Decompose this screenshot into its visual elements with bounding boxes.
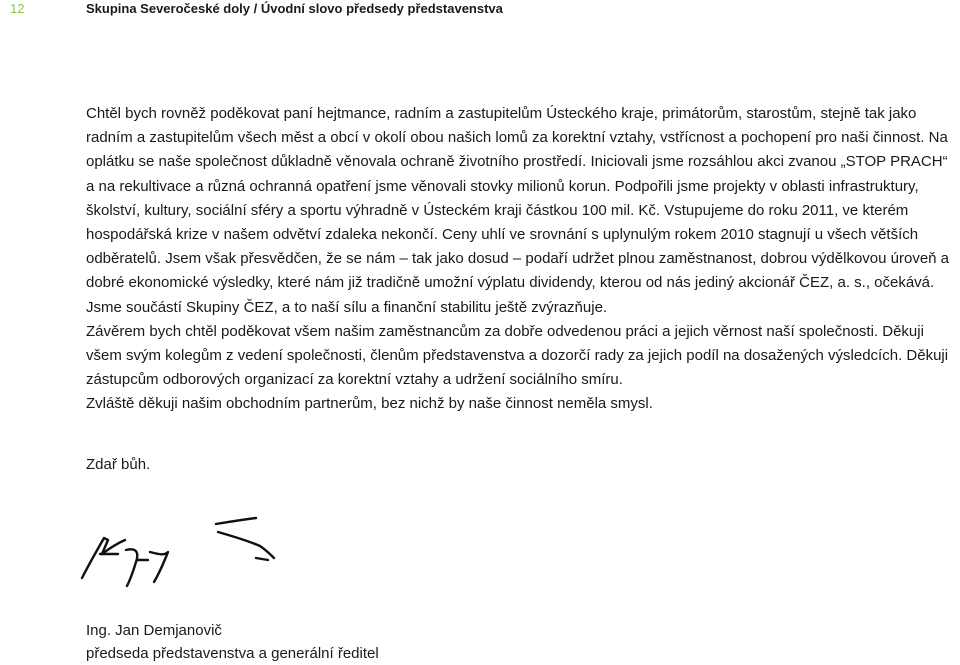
page-number: 12 <box>10 1 25 16</box>
handwritten-signature <box>78 510 288 590</box>
greeting: Zdař bůh. <box>86 456 151 473</box>
signer-role: předseda představenstva a generální ředitel <box>86 645 379 662</box>
paragraph-1: Chtěl bych rovněž poděkovat paní hejtmance, radním a zastupitelům Ústeckého kraje, primátorům, starostům, stejně tak jako radním a zastupitelům všech měst a obcí v okolí obou našich lomů za korektní vztahy, vstřícnost a pochopení pro naši činnost. Na oplátku se naše společnost důkladně věnovala ochraně životního prostředí. Iniciovali jsme rozsáhlou akci zvanou „STOP PRACH“ a na rekultivace a různá ochranná opatření jsme věnovali stovky milionů korun. Podpořili jsme projekty v oblasti infrastruktury, školství, kultury, sociální sféry a sportu výhradně v Ústeckém kraji částkou 100 mil. Kč. Vstupujeme do roku 2011, ve kterém hospodářská krize v našem odvětví zdaleka nekončí. Ceny uhlí ve srovnání s uplynulým rokem 2010 stagnují u všech větších odběratelů. Jsem však přesvědčen, že se nám – tak jako dosud – podaří udržet plnou zaměstnanost, dobrou výdělkovou úroveň a dobré ekonomické výsledky, které nám již tradičně umožní výplatu dividendy, kterou od nás jediný akcionář ČEZ, a. s., očekává. Jsme součástí Skupiny ČEZ, a to naší sílu a finanční stabilitu ještě zvýrazňuje. <box>86 105 950 316</box>
paragraph-3: Zvláště děkuji našim obchodním partnerům, bez nichž by naše činnost neměla smysl. <box>86 395 653 413</box>
letter-body <box>86 102 952 417</box>
signer-name: Ing. Jan Demjanovič <box>86 622 222 639</box>
page-header <box>0 0 960 22</box>
paragraph-2: Závěrem bych chtěl poděkovat všem našim zaměstnancům za dobře odvedenou práci a jejich věrnost naší společnosti. Děkuji všem svým kolegům z vedení společnosti, členům představenstva a dozorčí rady za jejich podíl na dosažených výsledcích. Děkuji zástupcům odborových organizací za korektní vztahy a udržení sociálního smíru. <box>86 322 949 389</box>
running-header-title: Skupina Severočeské doly / Úvodní slovo předsedy představenstva <box>86 1 503 16</box>
